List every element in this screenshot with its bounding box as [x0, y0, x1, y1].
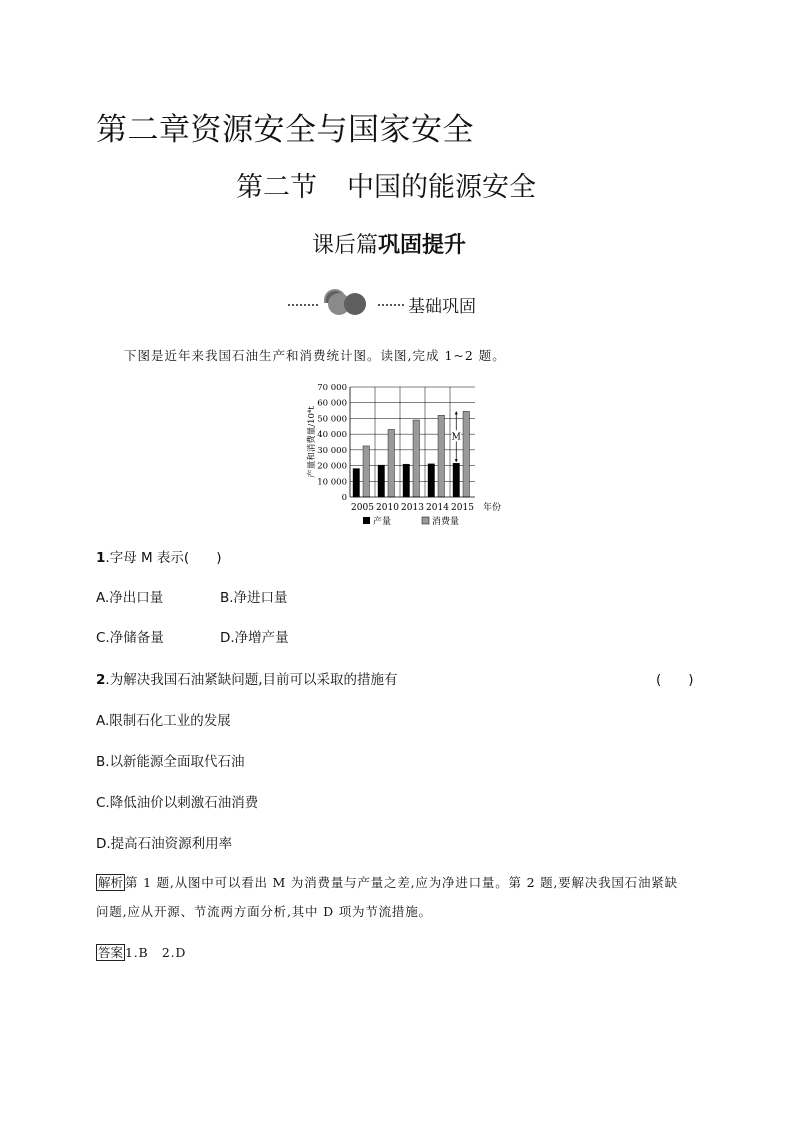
- bar-0: [403, 464, 410, 497]
- x-tick-label: 2014: [426, 503, 449, 513]
- q1-option-c: C.净储备量: [96, 630, 164, 646]
- question-2: [96, 668, 398, 688]
- y-tick-label: 10 000: [317, 477, 347, 488]
- m-label: M: [451, 432, 461, 443]
- bar-1: [413, 420, 420, 497]
- question-1-number: 1: [96, 550, 106, 566]
- section-title: [236, 165, 536, 204]
- bar-0: [453, 463, 460, 497]
- dotted-line-right: [378, 304, 404, 306]
- bar-1: [363, 446, 370, 497]
- q2-option-d: D.提高石油资源利用率: [96, 836, 233, 852]
- x-axis-label: 年份: [483, 503, 502, 513]
- analysis-text-2: 问题,应从开源、节流两方面分析,其中 D 项为节流措施。: [96, 904, 432, 919]
- q2-option-b: B.以新能源全面取代石油: [96, 754, 245, 770]
- m-arrow-head-bottom: [455, 459, 458, 462]
- legend-swatch-consumption: [422, 517, 429, 524]
- bar-1: [388, 429, 395, 497]
- answer-line: [96, 943, 186, 961]
- x-tick-label: 2015: [451, 503, 474, 513]
- y-tick-label: 20 000: [317, 461, 347, 472]
- chapter-title: 第二章资源安全与国家安全: [96, 112, 474, 148]
- m-arrow-head-top: [455, 411, 458, 414]
- bar-0: [353, 469, 360, 497]
- page-subtitle: [312, 228, 466, 259]
- section-banner: [288, 290, 476, 318]
- legend-swatch-output: [363, 517, 370, 524]
- legend-label-consumption: 消费量: [432, 517, 460, 527]
- question-2-number: 2: [96, 672, 106, 688]
- chart-legend: [363, 515, 459, 527]
- analysis-line-1: [96, 873, 678, 891]
- question-2-paren: ( ): [656, 672, 694, 688]
- q2-option-a: A.限制石化工业的发展: [96, 713, 231, 729]
- y-tick-label: 0: [341, 493, 347, 503]
- oil-chart: [300, 378, 510, 530]
- q1-option-d: D.净增产量: [220, 630, 289, 646]
- x-tick-label: 2005: [351, 503, 374, 513]
- banner-label: 基础巩固: [408, 296, 476, 317]
- section-number: 第二节: [236, 172, 317, 203]
- answer-tag: 答案: [98, 945, 124, 960]
- analysis-tag: 解析: [98, 875, 124, 890]
- q1-option-a: A.净出口量: [96, 590, 164, 606]
- intro-text: 下图是近年来我国石油生产和消费统计图。读图,完成 1~2 题。: [124, 348, 506, 363]
- bar-0: [428, 464, 435, 497]
- x-tick-label: 2010: [376, 503, 399, 513]
- section-name: 中国的能源安全: [347, 172, 536, 203]
- question-2-text: .为解决我国石油紧缺问题,目前可以采取的措施有: [105, 672, 398, 688]
- analysis-text-1: 第 1 题,从图中可以看出 M 为消费量与产量之差,应为净进口量。第 2 题,要解决我国石油紧缺: [125, 875, 678, 890]
- q2-option-c: C.降低油价以刺激石油消费: [96, 795, 259, 811]
- bar-0: [378, 465, 385, 497]
- q1-option-b: B.净进口量: [220, 590, 288, 606]
- chart-bars: [353, 411, 470, 497]
- question-1-text: .字母 M 表示( ): [105, 550, 222, 566]
- y-tick-label: 30 000: [317, 445, 347, 456]
- dotted-line-left: [288, 304, 318, 306]
- double-circle-icon: [326, 291, 372, 317]
- question-1: [96, 546, 221, 566]
- legend-label-output: 产量: [373, 517, 392, 527]
- y-tick-label: 40 000: [317, 430, 347, 441]
- subtitle-bold: 巩固提升: [378, 233, 467, 258]
- y-tick-label: 50 000: [317, 414, 347, 425]
- answer-text: 1.B 2.D: [125, 945, 187, 960]
- y-tick-label: 70 000: [317, 383, 347, 393]
- bar-1: [438, 415, 445, 497]
- x-tick-label: 2013: [401, 503, 424, 513]
- subtitle-prefix: 课后篇: [312, 233, 379, 258]
- bar-1: [463, 411, 470, 497]
- y-tick-label: 60 000: [317, 398, 347, 409]
- y-axis-label: 产量和消费量/10⁴t: [307, 406, 317, 478]
- m-annotation: [451, 411, 461, 462]
